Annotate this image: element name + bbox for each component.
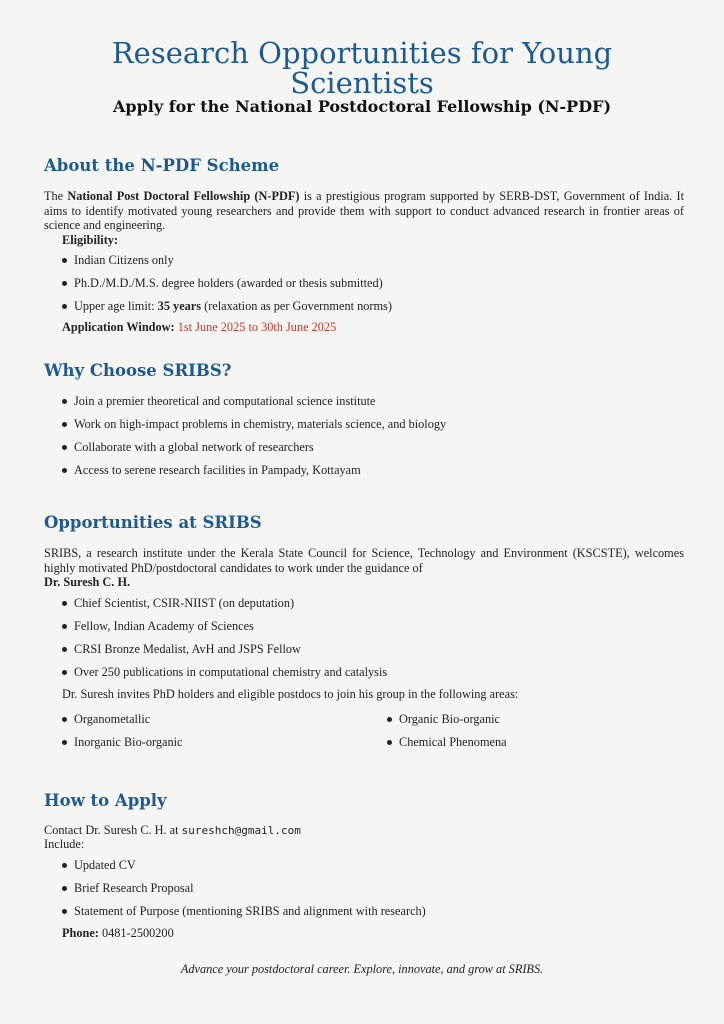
areas-list-left <box>62 712 182 758</box>
section-heading-why: Why Choose SRIBS? <box>44 361 232 380</box>
credentials-list <box>62 596 387 688</box>
list-item: CRSI Bronze Medalist, AvH and JSPS Fellow <box>62 642 387 665</box>
about-paragraph <box>44 189 684 233</box>
list-item: Access to serene research facilities in Pampady, Kottayam <box>62 463 446 486</box>
page-title: Research Opportunities for Young Scientists <box>111 36 613 100</box>
section-heading-opportunities: Opportunities at SRIBS <box>44 513 262 532</box>
about-intro-prefix: The <box>44 189 68 203</box>
age-prefix: Upper age limit: <box>74 299 158 313</box>
list-item: Inorganic Bio-organic <box>62 735 182 758</box>
about-intro-rest: is a prestigious program supported by SERB-DST, Government of India. It aims to identify motivated young researchers and provide them with support to conduct advanced research in frontier areas of science and engineering. <box>44 189 684 232</box>
list-item: Fellow, Indian Academy of Sciences <box>62 619 387 642</box>
section-heading-about: About the N-PDF Scheme <box>44 156 280 175</box>
opportunities-paragraph: SRIBS, a research institute under the Kerala State Council for Science, Technology and Environment (KSCSTE), welcomes highly motivated PhD/postdoctoral candidates to work under the guidance of <box>44 546 684 575</box>
application-window-dates: 1st June 2025 to 30th June 2025 <box>177 320 337 334</box>
list-item: Collaborate with a global network of researchers <box>62 440 446 463</box>
list-item: Indian Citizens only <box>62 253 392 276</box>
application-window-label: Application Window: <box>62 320 175 334</box>
section-heading-apply: How to Apply <box>44 791 167 810</box>
list-item: Brief Research Proposal <box>62 881 426 904</box>
contact-prefix: Contact Dr. Suresh C. H. at <box>44 823 182 837</box>
list-item: Chief Scientist, CSIR-NIIST (on deputation) <box>62 596 387 619</box>
npdf-name: National Post Doctoral Fellowship (N-PDF) <box>67 189 300 203</box>
list-item: Work on high-impact problems in chemistry, materials science, and biology <box>62 417 446 440</box>
contact-line <box>44 823 301 838</box>
why-list <box>62 394 446 486</box>
phone-number: 0481-2500200 <box>101 926 174 940</box>
list-item: Join a premier theoretical and computational science institute <box>62 394 446 417</box>
list-item: Organometallic <box>62 712 182 735</box>
include-label: Include: <box>44 837 85 851</box>
list-item: Chemical Phenomena <box>387 735 507 758</box>
phone-label: Phone: <box>62 926 99 940</box>
list-item: Updated CV <box>62 858 426 881</box>
list-item <box>62 299 392 322</box>
guide-name: Dr. Suresh C. H. <box>44 575 131 589</box>
list-item: Ph.D./M.D./M.S. degree holders (awarded or thesis submitted) <box>62 276 392 299</box>
list-item: Over 250 publications in computational chemistry and catalysis <box>62 665 387 688</box>
areas-list-right <box>387 712 507 758</box>
age-limit: 35 years <box>157 299 202 313</box>
contact-email[interactable]: sureshch@gmail.com <box>181 824 301 837</box>
invite-text: Dr. Suresh invites PhD holders and eligible postdocs to join his group in the following areas: <box>62 687 519 701</box>
age-rest: (relaxation as per Government norms) <box>201 299 392 313</box>
list-item: Statement of Purpose (mentioning SRIBS and alignment with research) <box>62 904 426 927</box>
phone-line <box>62 926 174 941</box>
eligibility-label: Eligibility: <box>62 233 119 247</box>
list-item: Organic Bio-organic <box>387 712 507 735</box>
application-window <box>62 320 336 335</box>
page-subtitle: Apply for the National Postdoctoral Fellowship (N-PDF) <box>112 97 612 116</box>
eligibility-list <box>62 253 392 322</box>
apply-list <box>62 858 426 927</box>
footer-text: Advance your postdoctoral career. Explore, innovate, and grow at SRIBS. <box>180 962 544 976</box>
